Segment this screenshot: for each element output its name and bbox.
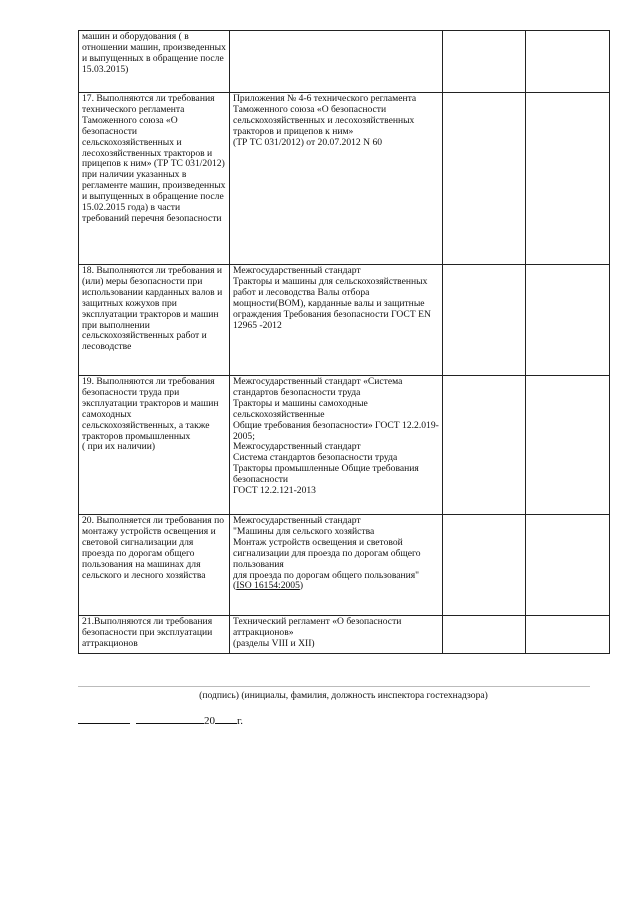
table-row xyxy=(79,31,610,93)
requirement-cell: 19. Выполняются ли требования безопасности труда при эксплуатации тракторов и машин самоходных сельскохозяйственных, а также тракторов промышленных ( при их наличии) xyxy=(79,376,230,515)
answer-cell xyxy=(443,515,526,616)
document-tail: ) xyxy=(299,580,304,592)
year-blank xyxy=(215,712,237,724)
table-row xyxy=(79,515,610,616)
checklist-table xyxy=(78,30,610,654)
answer-cell xyxy=(443,265,526,376)
note-cell xyxy=(526,376,610,515)
note-cell xyxy=(526,93,610,265)
note-cell xyxy=(526,515,610,616)
document-cell: Технический регламент «О безопасности аттракционов» (разделы VIII и XII) xyxy=(230,616,443,654)
requirement-cell: машин и оборудования ( в отношении машин, произведенных и выпущенных в обращение после 15.03.2015) xyxy=(79,31,230,93)
requirement-cell: 21.Выполняются ли требования безопасности при эксплуатации аттракционов xyxy=(79,616,230,654)
requirement-cell: 17. Выполняются ли требования технического регламента Таможенного союза «О безопасности сельскохозяйственных и лесохозяйственных тракторов и прицепов к ним» (ТР ТС 031/2012) при наличии указанных в регламенте машин, произведенных и выпущенных в обращение после 15.02.2015 года) в части требований перечня безопасности xyxy=(79,93,230,265)
document-cell: Межгосударственный стандарт «Система стандартов безопасности труда Тракторы и машины самоходные сельскохозяйственные Общие требования безопасности» ГОСТ 12.2.019-2005; Межгосударственный стандарт Система стандартов безопасности труда Тракторы промышленные Общие требования безопасности ГОСТ 12.2.121-2013 xyxy=(230,376,443,515)
signature-line xyxy=(78,686,590,687)
signature-caption: (подпись) (инициалы, фамилия, должность инспектора гостехнадзора) xyxy=(199,690,488,701)
document-cell xyxy=(230,31,443,93)
year-suffix: г. xyxy=(237,715,244,727)
document-text: Межгосударственный стандарт "Машины для сельского хозяйства Монтаж устройств освещения и световой сигнализации для проезда по дорогам общего пользования для проезда по дорогам общего пользования" ( xyxy=(233,515,421,592)
note-cell xyxy=(526,265,610,376)
day-blank xyxy=(78,712,130,724)
answer-cell xyxy=(443,31,526,93)
document-cell: Межгосударственный стандарт Тракторы и машины для сельскохозяйственных работ и лесоводства Валы отбора мощности(ВОМ), карданные валы и защитные ограждения Требования безопасности ГОСТ EN 12965 -2012 xyxy=(230,265,443,376)
standard-link[interactable]: ISO 16154:2005 xyxy=(236,580,300,592)
answer-cell xyxy=(443,616,526,654)
date-line xyxy=(78,712,243,728)
document-cell xyxy=(230,515,443,616)
answer-cell xyxy=(443,93,526,265)
requirement-cell: 20. Выполняется ли требования по монтажу устройств освещения и световой сигнализации для проезда по дорогам общего пользования на машинах для сельского и лесного хозяйства xyxy=(79,515,230,616)
month-blank xyxy=(136,712,204,724)
table-row xyxy=(79,265,610,376)
table-row xyxy=(79,616,610,654)
table-row xyxy=(79,376,610,515)
table-row xyxy=(79,93,610,265)
document-cell: Приложения № 4-6 технического регламента Таможенного союза «О безопасности сельскохозяйственных и лесохозяйственных тракторов и прицепов к ним» (ТР ТС 031/2012) от 20.07.2012 N 60 xyxy=(230,93,443,265)
answer-cell xyxy=(443,376,526,515)
note-cell xyxy=(526,31,610,93)
year-prefix: 20 xyxy=(204,715,215,727)
note-cell xyxy=(526,616,610,654)
requirement-cell: 18. Выполняются ли требования и (или) меры безопасности при использовании карданных валов и защитных кожухов при эксплуатации тракторов и машин при выполнении сельскохозяйственных работ и лесоводстве xyxy=(79,265,230,376)
